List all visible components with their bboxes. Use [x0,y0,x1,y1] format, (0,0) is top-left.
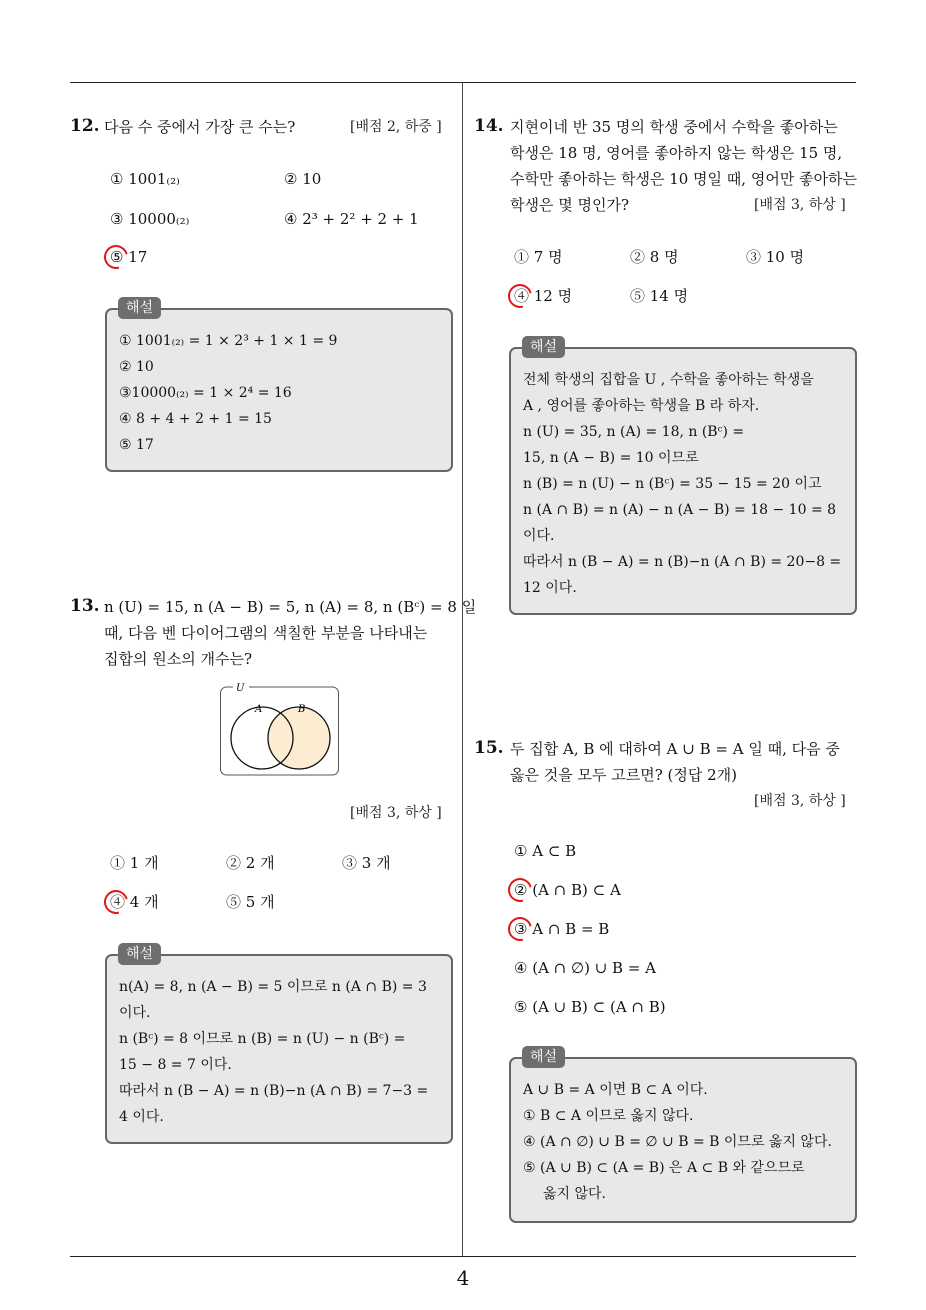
solution-line: ③10000₍₂₎ = 1 × 2⁴ = 16 [119,385,292,401]
solution-line: n (Bᶜ) = 8 이므로 n (B) = n (U) − n (Bᶜ) = [119,1031,406,1047]
venn-diagram [219,680,341,778]
question-text: 학생은 몇 명인가? [510,196,630,214]
option-4[interactable]: ④ (A ∩ ∅) ∪ B = A [514,959,656,977]
option-2[interactable]: ② (A ∩ B) ⊂ A [514,881,621,899]
solution-box [105,954,453,1144]
solution-line: ② 10 [119,359,154,375]
question-number: 15. [474,738,504,758]
option-5[interactable]: ⑤ (A ∪ B) ⊂ (A ∩ B) [514,998,666,1016]
solution-line: A , 영어를 좋아하는 학생을 B 라 하자. [523,398,760,414]
score-meta: [배점 3, 하상 ] [754,793,846,809]
option-4[interactable]: ④ 12 명 [514,287,573,305]
solution-line: ① B ⊂ A 이므로 옳지 않다. [523,1108,694,1124]
option-4[interactable]: ④ 2³ + 2² + 2 + 1 [284,210,419,228]
solution-line: 12 이다. [523,580,577,596]
solution-tag: 해설 [522,336,565,358]
solution-box [105,308,453,472]
solution-line: A ∪ B = A 이면 B ⊂ A 이다. [523,1082,708,1098]
option-3[interactable]: ③ A ∩ B = B [514,920,610,938]
question-number: 13. [70,596,100,616]
option-1[interactable]: ① A ⊂ B [514,842,577,860]
solution-line: ① 1001₍₂₎ = 1 × 2³ + 1 × 1 = 9 [119,333,338,349]
option-5[interactable]: ⑤ 5 개 [226,893,275,911]
solution-line: 따라서 n (B − A) = n (B)−n (A ∩ B) = 20−8 = [523,554,842,570]
question-text: 옳은 것을 모두 고르면? (정답 2개) [510,766,738,784]
solution-box [509,1057,857,1223]
solution-tag: 해설 [522,1046,565,1068]
solution-line: ⑤ 17 [119,437,154,453]
question-text: n (U) = 15, n (A − B) = 5, n (A) = 8, n (Bᶜ) = 8 일 [104,598,477,616]
solution-line: 이다. [119,1005,151,1021]
solution-line: n (U) = 35, n (A) = 18, n (Bᶜ) = [523,424,745,440]
score-meta: [배점 3, 하상 ] [350,805,442,821]
solution-tag: 해설 [118,943,161,965]
score-meta: [배점 2, 하중 ] [350,119,442,135]
question-number: 14. [474,116,504,136]
solution-line: n (A ∩ B) = n (A) − n (A − B) = 18 − 10 = 8 [523,502,837,518]
label-a: A [255,704,263,715]
question-text: 수학만 좋아하는 학생은 10 명일 때, 영어만 좋아하는 [510,170,858,188]
question-text: 지현이네 반 35 명의 학생 중에서 수학을 좋아하는 [510,118,838,136]
circle-b [268,707,330,769]
option-3[interactable]: ③ 10 명 [746,248,805,266]
solution-box [509,347,857,615]
question-text: 두 집합 A, B 에 대하여 A ∪ B = A 일 때, 다음 중 [510,740,840,758]
option-3[interactable]: ③ 3 개 [342,854,391,872]
option-2[interactable]: ② 8 명 [630,248,679,266]
solution-line: 15, n (A − B) = 10 이므로 [523,450,699,466]
option-1[interactable]: ① 1 개 [110,854,159,872]
question-text: 집합의 원소의 개수는? [104,650,252,668]
option-5[interactable]: ⑤ 17 [110,248,148,266]
solution-line: ④ 8 + 4 + 2 + 1 = 15 [119,411,272,427]
option-1[interactable]: ① 7 명 [514,248,563,266]
solution-line: 옳지 않다. [543,1186,606,1202]
option-4[interactable]: ④ 4 개 [110,893,159,911]
label-u: U [236,683,245,694]
solution-line: 전체 학생의 집합을 U , 수학을 좋아하는 학생을 [523,372,814,388]
solution-line: 4 이다. [119,1109,164,1125]
solution-line: 15 − 8 = 7 이다. [119,1057,232,1073]
option-5[interactable]: ⑤ 14 명 [630,287,689,305]
solution-line: n(A) = 8, n (A − B) = 5 이므로 n (A ∩ B) = 3 [119,979,427,995]
solution-line: ⑤ (A ∪ B) ⊂ (A = B) 은 A ⊂ B 와 같으므로 [523,1160,805,1176]
option-3[interactable]: ③ 10000₍₂₎ [110,210,190,228]
option-2[interactable]: ② 2 개 [226,854,275,872]
option-1[interactable]: ① 1001₍₂₎ [110,170,180,188]
solution-line: n (B) = n (U) − n (Bᶜ) = 35 − 15 = 20 이고 [523,476,822,492]
solution-tag: 해설 [118,297,161,319]
option-2[interactable]: ② 10 [284,170,322,188]
label-b: B [298,704,306,715]
top-rule [70,82,856,83]
page-number: 4 [456,1266,470,1290]
question-number: 12. [70,116,100,136]
solution-line: 이다. [523,528,555,544]
score-meta: [배점 3, 하상 ] [754,197,846,213]
bottom-rule [70,1256,856,1257]
solution-line: ④ (A ∩ ∅) ∪ B = ∅ ∪ B = B 이므로 옳지 않다. [523,1134,832,1150]
solution-line: 따라서 n (B − A) = n (B)−n (A ∩ B) = 7−3 = [119,1083,429,1099]
question-text: 다음 수 중에서 가장 큰 수는? [104,118,296,136]
column-divider [462,82,463,1257]
question-text: 학생은 18 명, 영어를 좋아하지 않는 학생은 15 명, [510,144,843,162]
question-text: 때, 다음 벤 다이어그램의 색칠한 부분을 나타내는 [104,624,428,642]
